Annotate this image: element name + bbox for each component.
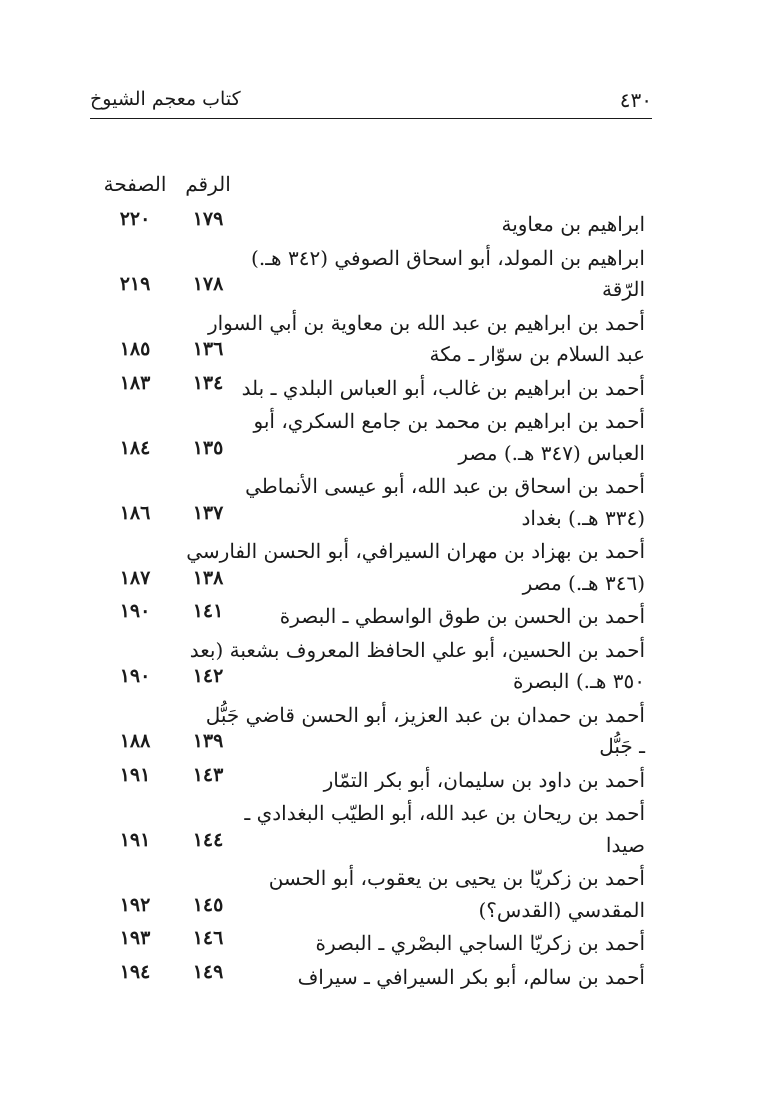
entry-number: ١٣٩ <box>192 730 224 752</box>
entry-page: ١٨٦ <box>119 501 151 524</box>
entry-name-line: أحمد بن ابراهيم بن غالب، أبو العباس البلدي ـ بلد <box>241 375 645 400</box>
entry-number: ١٤٤ <box>192 828 224 851</box>
entry-name-line: ـ جَبُّل <box>599 734 645 758</box>
entry-page: ٢٢٠ <box>119 208 151 230</box>
entry-page: ١٨٥ <box>119 338 151 360</box>
entry-number: ١٣٤ <box>192 371 224 394</box>
entry-name-line: عبد السلام بن سوّار ـ مكة <box>429 342 645 366</box>
entry-page: ١٩٣ <box>119 927 151 949</box>
page-number: ٤٣٠ <box>619 88 652 112</box>
entry-page: ١٩١ <box>119 828 151 851</box>
entry-number: ١٤٣ <box>192 763 224 786</box>
entry-name-line: ابراهيم بن معاوية <box>501 212 645 236</box>
entry-number: ١٤٦ <box>192 927 224 949</box>
entry-name-line: العباس (٣٤٧ هـ.) مصر <box>458 440 645 465</box>
entry-name-line: الرّقة <box>602 277 645 301</box>
entry-page: ١٩١ <box>119 763 151 786</box>
entry-name-line: (٣٣٤ هـ.) بغداد <box>521 505 645 530</box>
entry-number: ١٤٢ <box>192 665 224 687</box>
entry-name-line: أحمد بن زكريّا الساجي البصْري ـ البصرة <box>315 931 645 955</box>
entry-number: ١٣٥ <box>192 436 224 459</box>
entry-name-line: أحمد بن زكريّا بن يحيى بن يعقوب، أبو الحسن <box>268 866 645 890</box>
column-header-page: الصفحة <box>103 172 167 196</box>
entry-name-line: ٣٥٠ هـ.) البصرة <box>512 669 645 693</box>
entry-name-line: أحمد بن ابراهيم بن محمد بن جامع السكري، أبو <box>253 409 645 433</box>
entry-page: ١٩٤ <box>119 960 151 983</box>
entry-name-line: ابراهيم بن المولد، أبو اسحاق الصوفي (٣٤٢ هـ.) <box>251 245 645 270</box>
entry-number: ١٧٨ <box>192 273 224 295</box>
entry-name-line: أحمد بن ابراهيم بن عبد الله بن معاوية بن أبي السوار <box>207 310 645 335</box>
entry-number: ١٤٥ <box>192 893 224 916</box>
entry-name-line: أحمد بن اسحاق بن عبد الله، أبو عيسى الأنماطي <box>245 474 645 498</box>
column-header-number: الرقم <box>185 172 231 196</box>
entry-number: ١٣٨ <box>192 566 224 589</box>
entry-name-line: أحمد بن الحسن بن طوق الواسطي ـ البصرة <box>279 604 645 628</box>
entry-page: ١٨٧ <box>119 566 151 589</box>
book-title: كتاب معجم الشيوخ <box>90 88 241 110</box>
entry-page: ١٩٠ <box>119 665 151 687</box>
entry-page: ١٨٨ <box>119 730 151 752</box>
entry-number: ١٣٦ <box>192 338 224 360</box>
entry-name-line: أحمد بن ريحان بن عبد الله، أبو الطيّب البغدادي ـ <box>244 801 645 825</box>
entry-number: ١٣٧ <box>192 501 224 524</box>
entry-name-line: أحمد بن الحسين، أبو علي الحافظ المعروف بشعبة (بعد <box>189 637 645 662</box>
entry-name-line: أحمد بن سالم، أبو بكر السيرافي ـ سيراف <box>297 964 645 989</box>
entry-name-line: أحمد بن بهزاد بن مهران السيرافي، أبو الحسن الفارسي <box>186 539 645 563</box>
entry-name-line: أحمد بن حمدان بن عبد العزيز، أبو الحسن قاضي جَبُّل <box>205 702 645 727</box>
entry-number: ١٤١ <box>192 600 224 622</box>
entry-number: ١٤٩ <box>192 960 224 983</box>
entry-name-line: (٣٤٦ هـ.) مصر <box>522 570 645 595</box>
entry-page: ١٩٠ <box>119 600 151 622</box>
entry-page: ١٨٤ <box>119 436 151 459</box>
entry-name-line: المقدسي (القدس؟) <box>478 897 645 922</box>
entry-number: ١٧٩ <box>192 208 224 230</box>
entry-page: ٢١٩ <box>119 273 151 295</box>
entry-page: ١٨٣ <box>119 371 151 394</box>
entry-name-line: صيدا <box>605 832 645 857</box>
entry-name-line: أحمد بن داود بن سليمان، أبو بكر التمّار <box>323 767 645 792</box>
entry-page: ١٩٢ <box>119 893 151 916</box>
